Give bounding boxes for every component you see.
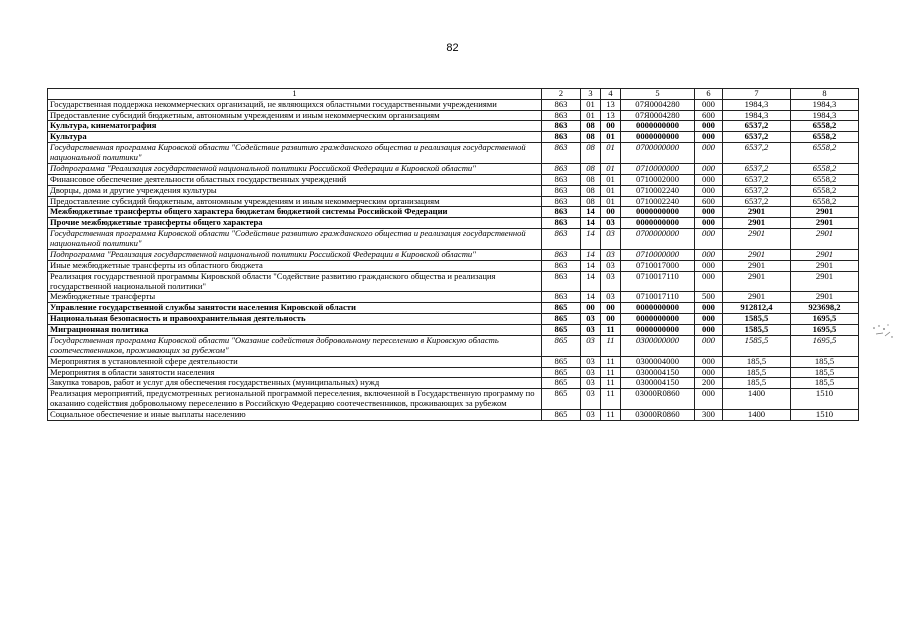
ministry-code: 863 xyxy=(542,185,581,196)
table-row xyxy=(48,196,859,207)
ministry-code: 865 xyxy=(542,356,581,367)
section-code: 03 xyxy=(581,314,601,325)
section-code: 14 xyxy=(581,260,601,271)
expense-type-code: 000 xyxy=(695,174,723,185)
target-article-code: 07Я0004280 xyxy=(621,110,695,121)
subsection-code: 00 xyxy=(601,303,621,314)
amount-year-2: 923698,2 xyxy=(791,303,859,314)
amount-year-1: 2901 xyxy=(723,218,791,229)
amount-year-2: 185,5 xyxy=(791,356,859,367)
table-row xyxy=(48,163,859,174)
amount-year-2: 1984,3 xyxy=(791,110,859,121)
amount-year-2: 185,5 xyxy=(791,378,859,389)
row-name: Социальное обеспечение и иные выплаты населению xyxy=(48,410,542,421)
column-number-7: 7 xyxy=(723,89,791,100)
row-name: Предоставление субсидий бюджетным, автономным учреждениям и иным некоммерческим организациям xyxy=(48,110,542,121)
expense-type-code: 600 xyxy=(695,196,723,207)
ministry-code: 865 xyxy=(542,314,581,325)
amount-year-2: 2901 xyxy=(791,260,859,271)
table-row xyxy=(48,121,859,132)
subsection-code: 11 xyxy=(601,356,621,367)
amount-year-2: 6558,2 xyxy=(791,196,859,207)
amount-year-1: 2901 xyxy=(723,260,791,271)
row-name: Подпрограмма "Реализация государственной национальной политики Российской Федерации в Кировской области" xyxy=(48,163,542,174)
section-code: 08 xyxy=(581,163,601,174)
expense-type-code: 000 xyxy=(695,325,723,336)
ministry-code: 863 xyxy=(542,121,581,132)
amount-year-1: 6537,2 xyxy=(723,132,791,143)
expense-type-code: 000 xyxy=(695,314,723,325)
amount-year-1: 6537,2 xyxy=(723,196,791,207)
section-code: 08 xyxy=(581,185,601,196)
table-row xyxy=(48,207,859,218)
subsection-code: 03 xyxy=(601,292,621,303)
subsection-code: 01 xyxy=(601,185,621,196)
subsection-code: 13 xyxy=(601,99,621,110)
amount-year-2: 6558,2 xyxy=(791,163,859,174)
section-code: 03 xyxy=(581,410,601,421)
amount-year-2: 2901 xyxy=(791,271,859,292)
row-name: Реализация государственной программы Кировской области "Содействие развитию гражданского общества и реализация государственной национальной политики" xyxy=(48,271,542,292)
amount-year-1: 1585,5 xyxy=(723,335,791,356)
table-row xyxy=(48,314,859,325)
row-name: Миграционная политика xyxy=(48,325,542,336)
ministry-code: 863 xyxy=(542,110,581,121)
ministry-code: 863 xyxy=(542,143,581,164)
section-code: 14 xyxy=(581,218,601,229)
section-code: 00 xyxy=(581,303,601,314)
table-row xyxy=(48,356,859,367)
subsection-code: 03 xyxy=(601,271,621,292)
amount-year-2: 2901 xyxy=(791,229,859,250)
amount-year-2: 2901 xyxy=(791,207,859,218)
amount-year-2: 1510 xyxy=(791,389,859,410)
target-article-code: 0300004000 xyxy=(621,356,695,367)
amount-year-2: 2901 xyxy=(791,218,859,229)
column-number-3: 3 xyxy=(581,89,601,100)
table-row xyxy=(48,260,859,271)
amount-year-1: 1400 xyxy=(723,410,791,421)
ministry-code: 863 xyxy=(542,174,581,185)
amount-year-2: 6558,2 xyxy=(791,143,859,164)
target-article-code: 0300004150 xyxy=(621,378,695,389)
table-body xyxy=(48,99,859,420)
target-article-code: 0000000000 xyxy=(621,314,695,325)
expense-type-code: 000 xyxy=(695,271,723,292)
row-name: Государственная поддержка некоммерческих организаций, не являющихся областными государственными учреждениями xyxy=(48,99,542,110)
amount-year-1: 6537,2 xyxy=(723,185,791,196)
row-name: Культура xyxy=(48,132,542,143)
expense-type-code: 000 xyxy=(695,163,723,174)
target-article-code: 0710002240 xyxy=(621,196,695,207)
table-row xyxy=(48,132,859,143)
target-article-code: 0710000000 xyxy=(621,249,695,260)
amount-year-2: 6558,2 xyxy=(791,121,859,132)
table-row xyxy=(48,174,859,185)
amount-year-2: 2901 xyxy=(791,292,859,303)
target-article-code: 0000000000 xyxy=(621,325,695,336)
subsection-code: 01 xyxy=(601,174,621,185)
column-number-6: 6 xyxy=(695,89,723,100)
table-row xyxy=(48,292,859,303)
amount-year-1: 6537,2 xyxy=(723,174,791,185)
expense-type-code: 000 xyxy=(695,99,723,110)
table-row xyxy=(48,143,859,164)
expense-type-code: 000 xyxy=(695,207,723,218)
section-code: 03 xyxy=(581,378,601,389)
column-number-8: 8 xyxy=(791,89,859,100)
expense-type-code: 600 xyxy=(695,110,723,121)
table-row xyxy=(48,249,859,260)
subsection-code: 03 xyxy=(601,260,621,271)
expense-type-code: 000 xyxy=(695,356,723,367)
subsection-code: 03 xyxy=(601,249,621,260)
target-article-code: 0700000000 xyxy=(621,143,695,164)
ministry-code: 863 xyxy=(542,218,581,229)
subsection-code: 13 xyxy=(601,110,621,121)
amount-year-1: 2901 xyxy=(723,229,791,250)
row-name: Государственная программа Кировской области "Оказание содействия добровольному переселению в Кировскую область соотечественников, проживающих за рубежом" xyxy=(48,335,542,356)
ministry-code: 863 xyxy=(542,292,581,303)
subsection-code: 11 xyxy=(601,389,621,410)
amount-year-2: 1695,5 xyxy=(791,325,859,336)
target-article-code: 0710000000 xyxy=(621,163,695,174)
section-code: 14 xyxy=(581,229,601,250)
amount-year-2: 1695,5 xyxy=(791,335,859,356)
ministry-code: 865 xyxy=(542,389,581,410)
subsection-code: 11 xyxy=(601,367,621,378)
section-code: 14 xyxy=(581,249,601,260)
target-article-code: 03000R0860 xyxy=(621,389,695,410)
section-code: 03 xyxy=(581,389,601,410)
amount-year-1: 6537,2 xyxy=(723,143,791,164)
table-row xyxy=(48,378,859,389)
table-row xyxy=(48,367,859,378)
expense-type-code: 000 xyxy=(695,121,723,132)
row-name: Финансовое обеспечение деятельности областных государственных учреждений xyxy=(48,174,542,185)
table-row xyxy=(48,325,859,336)
amount-year-1: 1585,5 xyxy=(723,314,791,325)
subsection-code: 03 xyxy=(601,218,621,229)
table-row xyxy=(48,218,859,229)
expense-type-code: 300 xyxy=(695,410,723,421)
target-article-code: 0000000000 xyxy=(621,207,695,218)
subsection-code: 11 xyxy=(601,325,621,336)
ministry-code: 863 xyxy=(542,249,581,260)
target-article-code: 0710017110 xyxy=(621,271,695,292)
target-article-code: 0000000000 xyxy=(621,132,695,143)
subsection-code: 01 xyxy=(601,196,621,207)
row-name: Подпрограмма "Реализация государственной национальной политики Российской Федерации в Кировской области" xyxy=(48,249,542,260)
expense-type-code: 000 xyxy=(695,260,723,271)
section-code: 03 xyxy=(581,335,601,356)
section-code: 01 xyxy=(581,110,601,121)
row-name: Межбюджетные трансферты xyxy=(48,292,542,303)
target-article-code: 0710002000 xyxy=(621,174,695,185)
target-article-code: 07Я0004280 xyxy=(621,99,695,110)
expense-type-code: 000 xyxy=(695,218,723,229)
amount-year-1: 1984,3 xyxy=(723,110,791,121)
section-code: 08 xyxy=(581,132,601,143)
target-article-code: 0000000000 xyxy=(621,121,695,132)
row-name: Реализация мероприятий, предусмотренных региональной программой переселения, включенной в Государственную программу по оказанию содействия добровольному переселению в Российскую Федерацию соотечественников, проживающих за рубежом xyxy=(48,389,542,410)
section-code: 08 xyxy=(581,196,601,207)
amount-year-1: 6537,2 xyxy=(723,121,791,132)
column-number-5: 5 xyxy=(621,89,695,100)
target-article-code: 0300000000 xyxy=(621,335,695,356)
table-row xyxy=(48,110,859,121)
row-name: Культура, кинематография xyxy=(48,121,542,132)
ministry-code: 863 xyxy=(542,229,581,250)
ministry-code: 863 xyxy=(542,196,581,207)
row-name: Прочие межбюджетные трансферты общего характера xyxy=(48,218,542,229)
subsection-code: 11 xyxy=(601,410,621,421)
expense-type-code: 000 xyxy=(695,303,723,314)
amount-year-1: 2901 xyxy=(723,271,791,292)
target-article-code: 0710002240 xyxy=(621,185,695,196)
subsection-code: 01 xyxy=(601,163,621,174)
row-name: Закупка товаров, работ и услуг для обеспечения государственных (муниципальных) нужд xyxy=(48,378,542,389)
row-name: Государственная программа Кировской области "Содействие развитию гражданского общества и реализация государственной национальной политики" xyxy=(48,143,542,164)
amount-year-1: 912812,4 xyxy=(723,303,791,314)
expense-type-code: 000 xyxy=(695,249,723,260)
ministry-code: 863 xyxy=(542,132,581,143)
expense-type-code: 000 xyxy=(695,335,723,356)
section-code: 08 xyxy=(581,174,601,185)
expense-type-code: 000 xyxy=(695,367,723,378)
target-article-code: 0000000000 xyxy=(621,218,695,229)
expense-type-code: 500 xyxy=(695,292,723,303)
target-article-code: 0700000000 xyxy=(621,229,695,250)
table-row xyxy=(48,271,859,292)
expense-type-code: 000 xyxy=(695,132,723,143)
row-name: Предоставление субсидий бюджетным, автономным учреждениям и иным некоммерческим организациям xyxy=(48,196,542,207)
amount-year-1: 2901 xyxy=(723,207,791,218)
subsection-code: 11 xyxy=(601,378,621,389)
amount-year-2: 1984,3 xyxy=(791,99,859,110)
amount-year-2: 1695,5 xyxy=(791,314,859,325)
amount-year-1: 2901 xyxy=(723,249,791,260)
ministry-code: 863 xyxy=(542,207,581,218)
amount-year-1: 185,5 xyxy=(723,378,791,389)
section-code: 14 xyxy=(581,207,601,218)
amount-year-1: 2901 xyxy=(723,292,791,303)
amount-year-1: 185,5 xyxy=(723,356,791,367)
scan-artifact xyxy=(870,322,896,342)
amount-year-2: 185,5 xyxy=(791,367,859,378)
section-code: 14 xyxy=(581,271,601,292)
target-article-code: 0710017000 xyxy=(621,260,695,271)
section-code: 14 xyxy=(581,292,601,303)
table-row xyxy=(48,303,859,314)
section-code: 03 xyxy=(581,367,601,378)
subsection-code: 03 xyxy=(601,229,621,250)
section-code: 03 xyxy=(581,325,601,336)
amount-year-1: 1984,3 xyxy=(723,99,791,110)
row-name: Государственная программа Кировской области "Содействие развитию гражданского общества и реализация государственной национальной политики" xyxy=(48,229,542,250)
subsection-code: 00 xyxy=(601,121,621,132)
subsection-code: 00 xyxy=(601,314,621,325)
column-number-row xyxy=(48,89,859,100)
ministry-code: 865 xyxy=(542,378,581,389)
expense-type-code: 000 xyxy=(695,229,723,250)
amount-year-2: 6558,2 xyxy=(791,185,859,196)
table-row xyxy=(48,410,859,421)
amount-year-2: 1510 xyxy=(791,410,859,421)
expense-type-code: 200 xyxy=(695,378,723,389)
ministry-code: 865 xyxy=(542,303,581,314)
ministry-code: 863 xyxy=(542,163,581,174)
table-row xyxy=(48,389,859,410)
expense-type-code: 000 xyxy=(695,185,723,196)
subsection-code: 11 xyxy=(601,335,621,356)
table-row xyxy=(48,99,859,110)
table-row xyxy=(48,229,859,250)
section-code: 08 xyxy=(581,121,601,132)
ministry-code: 865 xyxy=(542,325,581,336)
ministry-code: 865 xyxy=(542,410,581,421)
row-name: Дворцы, дома и другие учреждения культуры xyxy=(48,185,542,196)
target-article-code: 0710017110 xyxy=(621,292,695,303)
ministry-code: 863 xyxy=(542,271,581,292)
ministry-code: 863 xyxy=(542,260,581,271)
subsection-code: 01 xyxy=(601,143,621,164)
expense-type-code: 000 xyxy=(695,389,723,410)
amount-year-2: 2901 xyxy=(791,249,859,260)
target-article-code: 0000000000 xyxy=(621,303,695,314)
amount-year-2: 6558,2 xyxy=(791,174,859,185)
scan-noise-icon xyxy=(870,322,896,342)
amount-year-2: 6558,2 xyxy=(791,132,859,143)
column-number-2: 2 xyxy=(542,89,581,100)
amount-year-1: 1400 xyxy=(723,389,791,410)
amount-year-1: 1585,5 xyxy=(723,325,791,336)
row-name: Мероприятия в области занятости населения xyxy=(48,367,542,378)
target-article-code: 03000R0860 xyxy=(621,410,695,421)
table-row xyxy=(48,185,859,196)
column-number-4: 4 xyxy=(601,89,621,100)
expense-type-code: 000 xyxy=(695,143,723,164)
subsection-code: 00 xyxy=(601,207,621,218)
section-code: 01 xyxy=(581,99,601,110)
section-code: 08 xyxy=(581,143,601,164)
ministry-code: 865 xyxy=(542,335,581,356)
ministry-code: 865 xyxy=(542,367,581,378)
row-name: Иные межбюджетные трансферты из областного бюджета xyxy=(48,260,542,271)
ministry-code: 863 xyxy=(542,99,581,110)
section-code: 03 xyxy=(581,356,601,367)
target-article-code: 0300004150 xyxy=(621,367,695,378)
row-name: Межбюджетные трансферты общего характера бюджетам бюджетной системы Российской Федерации xyxy=(48,207,542,218)
amount-year-1: 6537,2 xyxy=(723,163,791,174)
row-name: Мероприятия в установленной сфере деятельности xyxy=(48,356,542,367)
amount-year-1: 185,5 xyxy=(723,367,791,378)
budget-table xyxy=(47,88,859,421)
row-name: Управление государственной службы занятости населения Кировской области xyxy=(48,303,542,314)
table-row xyxy=(48,335,859,356)
column-number-1: 1 xyxy=(48,89,542,100)
page-number: 82 xyxy=(446,42,459,54)
row-name: Национальная безопасность и правоохранительная деятельность xyxy=(48,314,542,325)
subsection-code: 01 xyxy=(601,132,621,143)
